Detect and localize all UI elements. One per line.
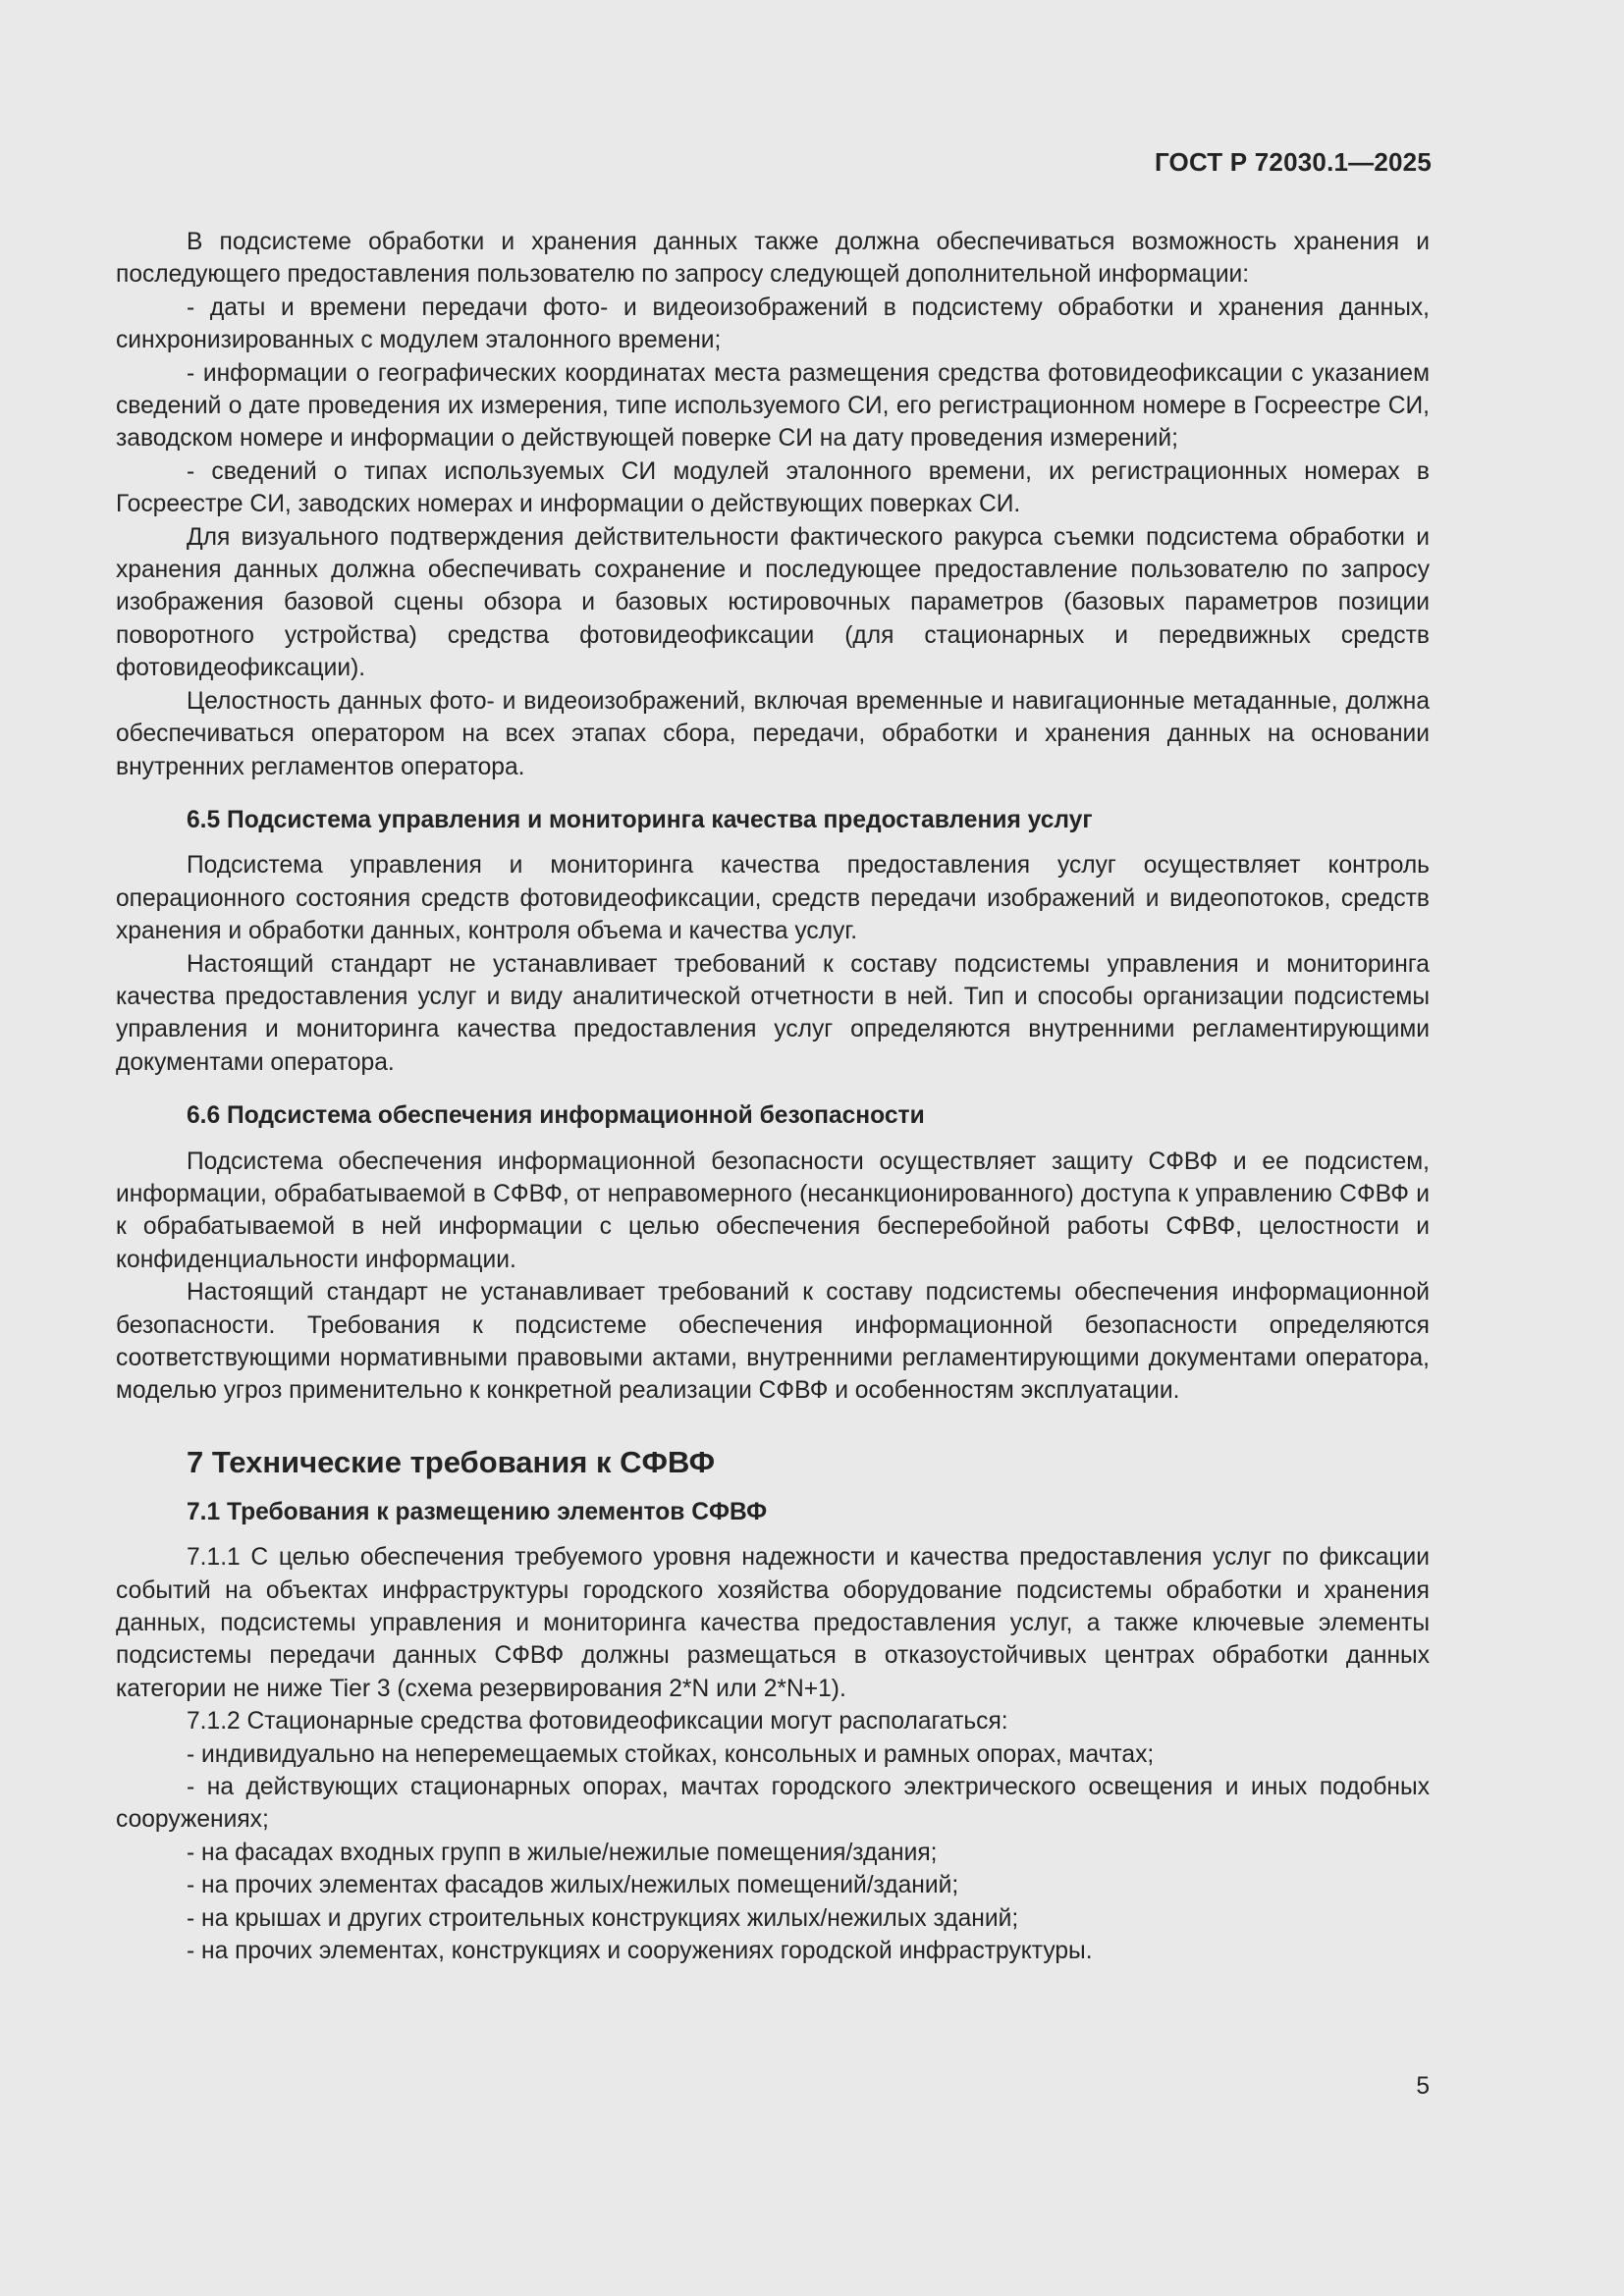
document-code: ГОСТ Р 72030.1—2025	[1154, 147, 1432, 177]
section-heading-7-1: 7.1 Требования к размещению элементов СФВФ	[187, 1498, 768, 1525]
list-item: - на крышах и других строительных конструкциях жилых/нежилых зданий;	[187, 1904, 1019, 1932]
page-number: 5	[1416, 2073, 1430, 2100]
section-heading-6-6: 6.6 Подсистема обеспечения информационной безопасности	[187, 1102, 925, 1130]
paragraph: 7.1.1 С целью обеспечения требуемого уровня надежности и качества предоставления услуг по фиксации событий на объектах инфраструктуры городского хозяйства оборудование подсистемы обработки и хранения данных, подсистемы управления и мониторинга качества предоставления услуг, а также ключевые элементы подсистемы передачи данных СФВФ должны размещаться в отказоустойчивых центрах обработки данных категории не ниже Tier 3 (схема резервирования 2*N или 2*N+1).	[116, 1544, 1430, 1702]
section-heading-7: 7 Технические требования к СФВФ	[187, 1444, 716, 1479]
list-item: - на прочих элементах фасадов жилых/нежилых помещений/зданий;	[187, 1872, 959, 1899]
paragraph: Подсистема обеспечения информационной безопасности осуществляет защиту СФВФ и ее подсистем, информации, обрабатываемой в СФВФ, от неправомерного (несанкционированного) доступа к управлению СФВФ и к обрабатываемой в ней информации с целью обеспечения бесперебойной работы СФВФ, целостности и конфиденциальности информации.	[116, 1148, 1430, 1273]
paragraph: Целостность данных фото- и видеоизображений, включая временные и навигационные метаданные, должна обеспечиваться оператором на всех этапах сбора, передачи, обработки и хранения данных на основании внутренних регламентов оператора.	[116, 687, 1430, 780]
paragraph: 7.1.2 Стационарные средства фотовидеофиксации могут располагаться:	[187, 1708, 1008, 1735]
list-item: - на действующих стационарных опорах, мачтах городского электрического освещения и иных подобных сооружениях;	[116, 1774, 1430, 1834]
paragraph: Подсистема управления и мониторинга качества предоставления услуг осуществляет контроль операционного состояния средств фотовидеофиксации, средств передачи изображений и видеопотоков, средств хранения и обработки данных, контроля объема и качества услуг.	[116, 852, 1430, 945]
paragraph: В подсистеме обработки и хранения данных также должна обеспечиваться возможность хранения и последующего предоставления пользователю по запросу следующей дополнительной информации:	[116, 229, 1430, 289]
list-item: - индивидуально на неперемещаемых стойках, консольных и рамных опорах, мачтах;	[187, 1740, 1155, 1768]
list-item: - сведений о типах используемых СИ модулей эталонного времени, их регистрационных номерах в Госреестре СИ, заводских номерах и информации о действующих поверках СИ.	[116, 457, 1430, 518]
section-heading-6-5: 6.5 Подсистема управления и мониторинга качества предоставления услуг	[187, 806, 1093, 833]
list-item: - на прочих элементах, конструкциях и сооружениях городской инфраструктуры.	[187, 1938, 1093, 1965]
paragraph: Настоящий стандарт не устанавливает требований к составу подсистемы обеспечения информационной безопасности. Требования к подсистеме обеспечения информационной безопасности определяются соответствующими нормативными правовыми актами, внутренними регламентирующими документами оператора, моделью угроз применительно к конкретной реализации СФВФ и особенностям эксплуатации.	[116, 1279, 1430, 1405]
list-item: - на фасадах входных групп в жилые/нежилые помещения/здания;	[187, 1839, 938, 1866]
page-body	[116, 226, 1430, 1968]
paragraph: Для визуального подтверждения действительности фактического ракурса съемки подсистема обработки и хранения данных должна обеспечивать сохранение и последующее предоставление пользователю по запросу изображения базовой сцены обзора и базовых юстировочных параметров (базовых параметров позиции поворотного устройства) средства фотовидеофиксации (для стационарных и передвижных средств фотовидеофиксации).	[116, 523, 1430, 682]
list-item: - информации о географических координатах места размещения средства фотовидеофиксации с указанием сведений о дате проведения их измерения, типе используемого СИ, его регистрационном номере в Госреестре СИ, заводском номере и информации о действующей поверке СИ на дату проведения измерений;	[116, 359, 1430, 453]
paragraph: Настоящий стандарт не устанавливает требований к составу подсистемы управления и мониторинга качества предоставления услуг и виду аналитической отчетности в ней. Тип и способы организации подсистемы управления и мониторинга качества предоставления услуг определяются внутренними регламентирующими документами оператора.	[116, 950, 1430, 1076]
list-item: - даты и времени передачи фото- и видеоизображений в подсистему обработки и хранения данных, синхронизированных с модулем эталонного времени;	[116, 294, 1430, 354]
